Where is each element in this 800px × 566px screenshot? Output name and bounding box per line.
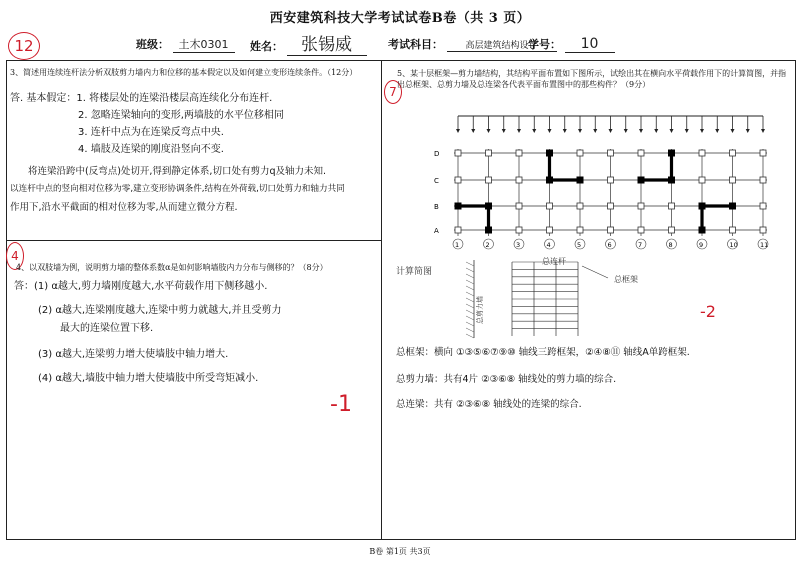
- column-node: [516, 227, 522, 233]
- load-arrow-head: [624, 129, 628, 133]
- column-node: [638, 227, 644, 233]
- q3-answer-1: 答. 基本假定：1. 将楼层处的连梁沿楼层高连续化分布连杆.: [10, 93, 273, 104]
- q5-deduction: -2: [700, 302, 716, 321]
- load-arrow-head: [593, 129, 597, 133]
- load-arrow-head: [548, 129, 552, 133]
- q4-answer-2: (2) α越大,连梁刚度越大,连梁中剪力就越大,并且受剪力: [38, 305, 282, 316]
- q3-answer-6: 以连杆中点的竖向相对位移为零,建立变形协调条件,结构在外荷载,切口处剪力和轴力共同: [10, 184, 345, 194]
- q5-answer-3: 总连梁：共有 ②③⑥⑧ 轴线处的连梁的综合.: [396, 399, 582, 410]
- load-arrow-head: [700, 129, 704, 133]
- q4-answer-3: 最大的连梁位置下移.: [60, 323, 154, 334]
- score-circle-q3: 12: [8, 32, 40, 60]
- grid-col-label: 5: [577, 241, 582, 249]
- column-node: [547, 203, 553, 209]
- column-node: [730, 150, 736, 156]
- q4-answer-5: (4) α越大,墙肢中轴力增大使墙肢中所受弯矩减小.: [38, 373, 259, 384]
- load-arrow-head: [715, 129, 719, 133]
- shear-wall: [458, 206, 489, 230]
- column-node: [760, 227, 766, 233]
- column-node: [638, 150, 644, 156]
- wall-node: [699, 203, 706, 210]
- load-arrow-head: [761, 129, 765, 133]
- column-node: [455, 227, 461, 233]
- wall-node: [485, 203, 492, 210]
- grid-col-label: 2: [485, 241, 490, 249]
- load-arrow-head: [532, 129, 536, 133]
- wall-node: [577, 177, 584, 184]
- q3-answer-2: 2. 忽略连梁轴向的变形,两墙肢的水平位移相同: [78, 110, 284, 121]
- grid-col-label: 3: [516, 241, 521, 249]
- q5-answer-1: 总框架：横向 ①③⑤⑥⑦⑨⑩ 轴线三跨框架，②④⑧⑪ 轴线A单跨框架.: [396, 347, 690, 358]
- column-node: [455, 150, 461, 156]
- load-arrow-head: [654, 129, 658, 133]
- column-node: [730, 177, 736, 183]
- q4-answer-4: (3) α越大,连梁剪力增大使墙肢中轴力增大.: [38, 349, 229, 360]
- grid-row-label: C: [434, 177, 439, 185]
- sketch-right-label: 总框架: [614, 275, 638, 284]
- column-node: [608, 150, 614, 156]
- grid-row-label: B: [434, 203, 439, 211]
- subject-label: 考试科目：: [388, 38, 443, 51]
- q3-answer-3: 3. 连杆中点为在连梁反弯点中央.: [78, 127, 224, 138]
- column-node: [577, 203, 583, 209]
- wall-node: [546, 177, 553, 184]
- grid-row-label: D: [434, 150, 440, 158]
- load-arrow-head: [471, 129, 475, 133]
- wall-node: [546, 150, 553, 157]
- load-arrow-head: [609, 129, 613, 133]
- load-arrow-head: [670, 129, 674, 133]
- column-node: [730, 227, 736, 233]
- column-node: [516, 177, 522, 183]
- column-node: [608, 203, 614, 209]
- wall-node: [485, 227, 492, 234]
- sketch-mid-label: 总剪力墙: [476, 296, 484, 324]
- load-arrow-head: [487, 129, 491, 133]
- name-field: [250, 30, 367, 56]
- sketch-hatch: [466, 334, 474, 338]
- wall-node: [668, 150, 675, 157]
- score-circle-q4: 4: [6, 242, 24, 270]
- grid-col-label: 11: [760, 241, 769, 249]
- grid-col-label: 7: [638, 241, 643, 249]
- left-section-divider: [6, 240, 381, 241]
- sketch-hatch: [466, 286, 474, 290]
- load-arrow-head: [685, 129, 689, 133]
- student-id-label: 学号：: [528, 38, 561, 51]
- sketch-hatch: [466, 316, 474, 320]
- column-node: [760, 203, 766, 209]
- sketch-top-label: 总连杆: [542, 257, 566, 266]
- load-arrow-head: [456, 129, 460, 133]
- sketch-hatch: [466, 268, 474, 272]
- sketch-leader: [582, 266, 608, 278]
- q3-text: 3、简述用连续连杆法分析双肢剪力墙内力和位移的基本假定以及如何建立变形连续条件。（12分）: [10, 68, 358, 77]
- wall-node: [699, 227, 706, 234]
- class-label: 班级：: [136, 38, 169, 51]
- q3-answer-5: 将连梁沿跨中(反弯点)处切开,得到静定体系,切口处有剪力q及轴力未知.: [28, 166, 327, 177]
- wall-node: [729, 203, 736, 210]
- grid-col-label: 9: [699, 241, 704, 249]
- sketch-hatch: [466, 304, 474, 308]
- column-node: [516, 203, 522, 209]
- column-node: [699, 150, 705, 156]
- grid-col-label: 10: [729, 241, 738, 249]
- wall-node: [668, 177, 675, 184]
- column-node: [638, 203, 644, 209]
- q4-deduction: -1: [330, 392, 352, 417]
- column-node: [516, 150, 522, 156]
- wall-node: [638, 177, 645, 184]
- load-arrow-head: [502, 129, 506, 133]
- subject-value: 高层建筑结构设计: [447, 38, 557, 52]
- q4-answer-1: 答：(1) α越大,剪力墙刚度越大,水平荷载作用下侧移越小.: [14, 281, 268, 292]
- column-node: [455, 177, 461, 183]
- column-node: [547, 227, 553, 233]
- column-node: [669, 203, 675, 209]
- sketch-hatch: [466, 280, 474, 284]
- load-arrow-head: [517, 129, 521, 133]
- column-node: [760, 177, 766, 183]
- column-node: [486, 150, 492, 156]
- q4-text: 4、以双肢墙为例，说明剪力墙的整体系数α是如何影响墙肢内力分布与侧移的？（8分）: [16, 263, 328, 272]
- column-node: [669, 227, 675, 233]
- student-id-field: [528, 36, 615, 53]
- load-arrow-head: [731, 129, 735, 133]
- name-value: 张锡威: [287, 30, 367, 56]
- column-node: [577, 227, 583, 233]
- sketch-hatch: [466, 298, 474, 302]
- shear-wall: [550, 153, 581, 180]
- grid-col-label: 4: [546, 241, 551, 249]
- name-label: 姓名：: [250, 40, 283, 53]
- sketch-hatch: [466, 322, 474, 326]
- grid-col-label: 1: [455, 241, 460, 249]
- column-node: [577, 150, 583, 156]
- shear-wall: [641, 153, 672, 180]
- load-arrow-head: [746, 129, 750, 133]
- grid-col-label: 6: [607, 241, 612, 249]
- load-arrow-head: [578, 129, 582, 133]
- student-id-value: 10: [565, 36, 615, 53]
- wall-node: [455, 203, 462, 210]
- grid-row-label: A: [434, 227, 439, 235]
- sketch-hatch: [466, 310, 474, 314]
- load-arrow-head: [563, 129, 567, 133]
- sketch-left-label: 计算简图: [396, 267, 433, 277]
- q3-answer-7: 作用下,沿水平截面的相对位移为零,从而建立微分方程.: [10, 202, 238, 213]
- shear-wall: [702, 206, 733, 230]
- column-node: [486, 177, 492, 183]
- page-footer: B卷 第1页 共3页: [369, 547, 431, 556]
- column-node: [608, 177, 614, 183]
- grid-col-label: 8: [668, 241, 673, 249]
- q3-answer-4: 4. 墙肢及连梁的刚度沿竖向不变.: [78, 144, 224, 155]
- q5-text: 5、某十层框架—剪力墙结构，其结构平面布置如下图所示，试绘出其在横向水平荷载作用下的计算简图，并指出总框架、总剪力墙及总连梁各代表平面布置图中的那些构件？（9分）: [397, 69, 787, 89]
- column-node: [608, 227, 614, 233]
- class-value: 土木0301: [173, 36, 235, 53]
- structural-plan-diagram: [382, 110, 794, 340]
- exam-title: 西安建筑科技大学考试试卷B卷（共 3 页）: [269, 11, 531, 26]
- class-field: [136, 36, 235, 53]
- column-node: [699, 177, 705, 183]
- q5-answer-2: 总剪力墙：共有4片 ②③⑥⑧ 轴线处的剪力墙的综合.: [396, 374, 617, 385]
- sketch-hatch: [466, 262, 474, 266]
- column-node: [760, 150, 766, 156]
- score-circle-q5: 7: [384, 80, 402, 104]
- sketch-hatch: [466, 274, 474, 278]
- sketch-hatch: [466, 292, 474, 296]
- sketch-hatch: [466, 328, 474, 332]
- load-arrow-head: [639, 129, 643, 133]
